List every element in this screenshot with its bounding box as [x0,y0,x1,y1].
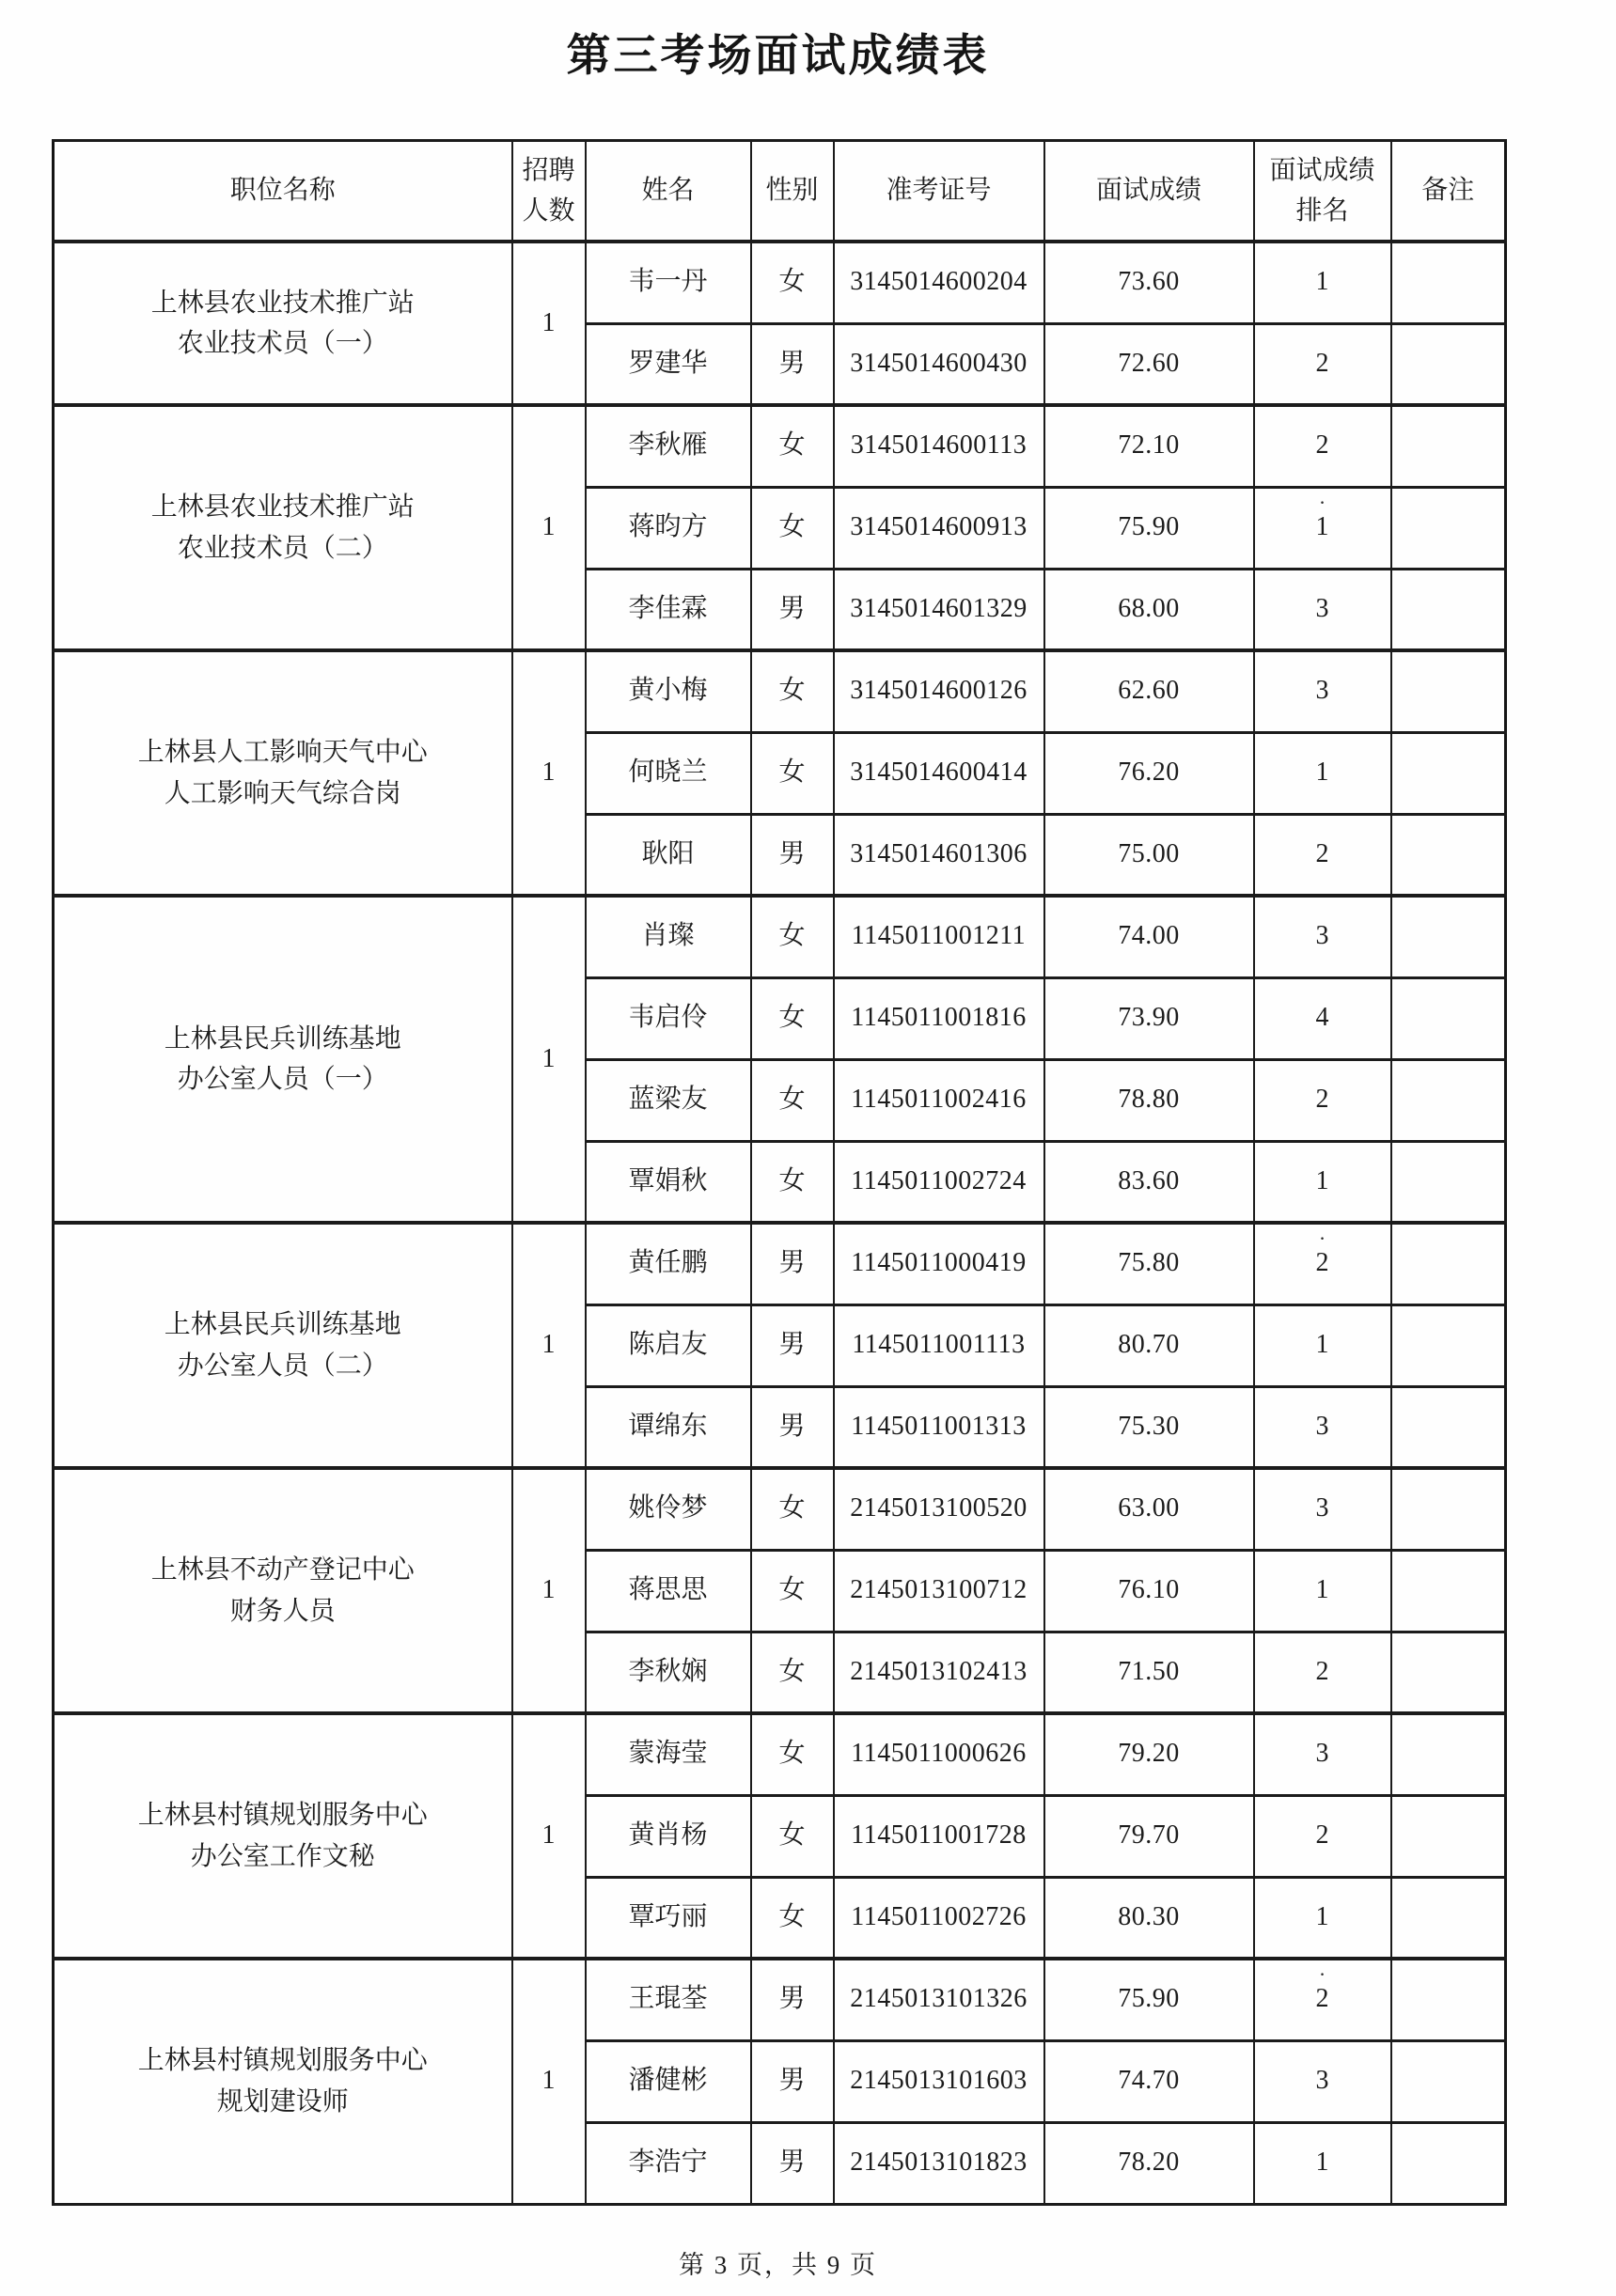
cell-interview-score: 80.70 [1044,1304,1254,1386]
rank-value: 2 [1315,838,1329,868]
cell-name: 蓝梁友 [586,1059,751,1141]
cell-gender: 男 [751,1223,834,1304]
cell-score-rank [1254,1795,1391,1877]
cell-name: 何晓兰 [586,732,751,814]
cell-recruit-count: 1 [512,896,586,1223]
cell-score-rank [1254,1550,1391,1632]
cell-position-title [54,1959,512,2204]
cell-exam-number: 2145013101326 [834,1959,1044,2040]
cell-gender: 女 [751,977,834,1059]
rank-scan-dot: · [1318,1962,1326,1986]
cell-gender: 男 [751,814,834,896]
page-number: 第 3 页，共 9 页 [679,2251,877,2279]
cell-gender: 女 [751,1141,834,1223]
cell-name: 李秋娴 [586,1632,751,1713]
rank-value: 3 [1315,593,1329,623]
cell-gender: 女 [751,896,834,977]
rank-scan-dot: · [1318,1226,1326,1250]
cell-exam-number: 1145011002724 [834,1141,1044,1223]
cell-exam-number: 1145011002726 [834,1877,1044,1959]
cell-score-rank [1254,977,1391,1059]
cell-remarks [1391,732,1506,814]
column-header-exam-number [834,141,1044,242]
cell-interview-score: 79.70 [1044,1795,1254,1877]
cell-remarks [1391,569,1506,650]
candidate-row [54,1713,1506,1795]
cell-exam-number: 2145013101603 [834,2040,1044,2122]
position-title-line: 上林县不动产登记中心 [150,1555,415,1585]
cell-interview-score: 71.50 [1044,1632,1254,1713]
cell-score-rank [1254,1059,1391,1141]
cell-recruit-count: 1 [512,405,586,650]
column-header-line: 姓名 [641,176,695,206]
cell-exam-number: 3145014600414 [834,732,1044,814]
cell-exam-number: 1145011001816 [834,977,1044,1059]
cell-remarks [1391,814,1506,896]
cell-interview-score: 75.90 [1044,1959,1254,2040]
cell-name: 李浩宁 [586,2122,751,2204]
cell-exam-number: 1145011001313 [834,1386,1044,1468]
cell-name: 王琨荃 [586,1959,751,2040]
rank-value: 3 [1315,1493,1329,1523]
rank-value: 1 [1315,1330,1329,1360]
cell-score-rank [1254,1223,1391,1304]
cell-remarks [1391,1550,1506,1632]
cell-interview-score: 74.70 [1044,2040,1254,2122]
cell-remarks [1391,405,1506,487]
rank-value: 1 [1315,1575,1329,1605]
cell-position-title [54,405,512,650]
position-title-line: 上林县民兵训练基地 [164,1310,401,1340]
cell-position-title [54,896,512,1223]
cell-recruit-count: 1 [512,1959,586,2204]
cell-exam-number: 1145011001113 [834,1304,1044,1386]
cell-gender: 女 [751,405,834,487]
cell-name: 李秋雁 [586,405,751,487]
rank-value: 2 [1315,1248,1329,1278]
interview-score-table [52,139,1507,2206]
cell-gender: 男 [751,1304,834,1386]
cell-gender: 男 [751,323,834,405]
cell-name: 谭绵东 [586,1386,751,1468]
column-header-position [54,141,512,242]
rank-value: 3 [1315,921,1329,951]
table-header [54,141,1506,242]
position-title-line: 办公室人员（一） [177,1065,388,1094]
cell-interview-score: 78.20 [1044,2122,1254,2204]
cell-exam-number: 1145011000626 [834,1713,1044,1795]
cell-score-rank [1254,1141,1391,1223]
cell-gender: 男 [751,1959,834,2040]
cell-remarks [1391,1632,1506,1713]
cell-position-title [54,1468,512,1713]
cell-score-rank [1254,1632,1391,1713]
rank-value: 1 [1315,758,1329,788]
cell-name: 黄肖杨 [586,1795,751,1877]
cell-score-rank [1254,814,1391,896]
cell-exam-number: 2145013100520 [834,1468,1044,1550]
cell-exam-number: 2145013100712 [834,1550,1044,1632]
position-title-line: 上林县村镇规划服务中心 [137,1801,428,1831]
cell-position-title [54,1223,512,1468]
position-title-line: 上林县农业技术推广站 [150,492,415,523]
rank-value: 2 [1315,430,1329,461]
cell-score-rank [1254,242,1391,323]
table-body [54,242,1506,2204]
cell-score-rank [1254,1386,1391,1468]
column-header-line: 面试成绩 [1095,176,1201,206]
candidate-row [54,896,1506,977]
column-header-line: 准考证号 [886,176,992,206]
position-title-line: 农业技术员（二） [177,533,388,563]
cell-name: 蒙海莹 [586,1713,751,1795]
cell-position-title [54,650,512,896]
column-header-line: 面试成绩 [1269,155,1375,185]
position-title-line: 上林县农业技术推广站 [150,288,415,318]
cell-position-title [54,1713,512,1959]
cell-remarks [1391,896,1506,977]
cell-score-rank [1254,487,1391,569]
column-header-line: 职位名称 [229,176,336,206]
cell-remarks [1391,1304,1506,1386]
cell-exam-number: 2145013102413 [834,1632,1044,1713]
header-row [54,141,1506,242]
cell-gender: 女 [751,1713,834,1795]
cell-score-rank [1254,1713,1391,1795]
position-title-line: 上林县人工影响天气中心 [137,738,428,768]
cell-recruit-count: 1 [512,1468,586,1713]
column-header-interview-score [1044,141,1254,242]
cell-interview-score: 83.60 [1044,1141,1254,1223]
cell-remarks [1391,1059,1506,1141]
cell-score-rank [1254,569,1391,650]
cell-gender: 女 [751,1795,834,1877]
cell-recruit-count: 1 [512,1223,586,1468]
rank-value: 1 [1315,2148,1329,2178]
cell-name: 耿阳 [586,814,751,896]
cell-interview-score: 68.00 [1044,569,1254,650]
rank-value: 2 [1315,1820,1329,1851]
cell-exam-number: 2145013101823 [834,2122,1044,2204]
rank-value: 3 [1315,2066,1329,2096]
cell-remarks [1391,1141,1506,1223]
cell-interview-score: 78.80 [1044,1059,1254,1141]
cell-interview-score: 72.10 [1044,405,1254,487]
cell-gender: 女 [751,1468,834,1550]
cell-interview-score: 63.00 [1044,1468,1254,1550]
cell-score-rank [1254,405,1391,487]
cell-name: 罗建华 [586,323,751,405]
candidate-row [54,242,1506,323]
column-header-score-rank [1254,141,1391,242]
rank-value: 1 [1315,1165,1329,1195]
column-header-line: 招聘 [522,155,575,185]
cell-gender: 女 [751,242,834,323]
rank-value: 2 [1315,1085,1329,1115]
cell-score-rank [1254,2122,1391,2204]
cell-exam-number: 3145014600913 [834,487,1044,569]
position-title-line: 上林县民兵训练基地 [164,1023,401,1054]
cell-interview-score: 79.20 [1044,1713,1254,1795]
cell-remarks [1391,2040,1506,2122]
cell-recruit-count: 1 [512,242,586,405]
cell-exam-number: 1145011000419 [834,1223,1044,1304]
rank-value: 4 [1315,1003,1329,1033]
cell-name: 李佳霖 [586,569,751,650]
cell-gender: 男 [751,1386,834,1468]
rank-value: 1 [1315,1901,1329,1931]
candidate-row [54,1223,1506,1304]
position-title-line: 财务人员 [229,1596,336,1626]
cell-interview-score: 73.60 [1044,242,1254,323]
cell-remarks [1391,1386,1506,1468]
cell-gender: 女 [751,650,834,732]
cell-score-rank [1254,1959,1391,2040]
column-header-line: 人数 [522,196,575,226]
candidate-row [54,405,1506,487]
cell-exam-number: 1145011002416 [834,1059,1044,1141]
cell-interview-score: 75.80 [1044,1223,1254,1304]
cell-interview-score: 75.30 [1044,1386,1254,1468]
rank-value: 1 [1315,267,1329,297]
cell-interview-score: 75.00 [1044,814,1254,896]
rank-value: 3 [1315,676,1329,706]
cell-name: 肖璨 [586,896,751,977]
rank-value: 3 [1315,1411,1329,1441]
position-title-line: 上林县村镇规划服务中心 [137,2046,428,2076]
column-header-name [586,141,751,242]
cell-interview-score: 80.30 [1044,1877,1254,1959]
cell-interview-score: 76.10 [1044,1550,1254,1632]
candidate-row [54,650,1506,732]
column-header-line: 排名 [1295,196,1349,226]
cell-exam-number: 3145014601329 [834,569,1044,650]
cell-remarks [1391,1713,1506,1795]
cell-remarks [1391,1223,1506,1304]
cell-score-rank [1254,650,1391,732]
cell-interview-score: 62.60 [1044,650,1254,732]
cell-remarks [1391,2122,1506,2204]
cell-score-rank [1254,1877,1391,1959]
rank-value: 2 [1315,348,1329,378]
cell-gender: 女 [751,1877,834,1959]
position-title-line: 办公室人员（二） [177,1351,388,1381]
cell-remarks [1391,1468,1506,1550]
rank-value: 1 [1315,512,1329,542]
cell-interview-score: 75.90 [1044,487,1254,569]
cell-name: 蒋思思 [586,1550,751,1632]
cell-recruit-count: 1 [512,1713,586,1959]
cell-score-rank [1254,1304,1391,1386]
cell-exam-number: 3145014600126 [834,650,1044,732]
column-header-remarks [1391,141,1506,242]
cell-score-rank [1254,323,1391,405]
cell-gender: 男 [751,2122,834,2204]
cell-interview-score: 73.90 [1044,977,1254,1059]
cell-gender: 女 [751,732,834,814]
position-title-line: 农业技术员（一） [177,329,388,358]
cell-name: 韦一丹 [586,242,751,323]
column-header-line: 备注 [1421,176,1475,206]
cell-remarks [1391,1877,1506,1959]
cell-gender: 女 [751,487,834,569]
cell-score-rank [1254,732,1391,814]
cell-remarks [1391,650,1506,732]
cell-gender: 女 [751,1632,834,1713]
position-title-line: 人工影响天气综合岗 [164,778,401,808]
cell-exam-number: 3145014600204 [834,242,1044,323]
cell-name: 黄任鹏 [586,1223,751,1304]
cell-score-rank [1254,2040,1391,2122]
cell-gender: 女 [751,1059,834,1141]
candidate-row [54,1468,1506,1550]
cell-name: 姚伶梦 [586,1468,751,1550]
rank-value: 2 [1315,1984,1329,2014]
cell-gender: 男 [751,2040,834,2122]
candidate-row [54,1959,1506,2040]
cell-interview-score: 74.00 [1044,896,1254,977]
rank-value: 2 [1315,1656,1329,1686]
cell-score-rank [1254,1468,1391,1550]
cell-exam-number: 1145011001728 [834,1795,1044,1877]
column-header-recruit-count [512,141,586,242]
cell-name: 潘健彬 [586,2040,751,2122]
cell-remarks [1391,1795,1506,1877]
cell-remarks [1391,977,1506,1059]
cell-exam-number: 1145011001211 [834,896,1044,977]
cell-score-rank [1254,896,1391,977]
cell-name: 韦启伶 [586,977,751,1059]
cell-remarks [1391,487,1506,569]
cell-exam-number: 3145014600113 [834,405,1044,487]
position-title-line: 规划建设师 [216,2086,349,2116]
cell-name: 陈启友 [586,1304,751,1386]
cell-interview-score: 72.60 [1044,323,1254,405]
position-title-line: 办公室工作文秘 [190,1841,375,1871]
cell-remarks [1391,1959,1506,2040]
cell-remarks [1391,242,1506,323]
cell-recruit-count: 1 [512,650,586,896]
cell-name: 黄小梅 [586,650,751,732]
cell-exam-number: 3145014600430 [834,323,1044,405]
column-header-gender [751,141,834,242]
page-title: 第三考场面试成绩表 [566,32,990,81]
cell-name: 覃娟秋 [586,1141,751,1223]
cell-remarks [1391,323,1506,405]
cell-gender: 男 [751,569,834,650]
cell-position-title [54,242,512,405]
cell-name: 覃巧丽 [586,1877,751,1959]
rank-scan-dot: · [1318,490,1326,514]
cell-exam-number: 3145014601306 [834,814,1044,896]
cell-gender: 女 [751,1550,834,1632]
cell-name: 蒋昀方 [586,487,751,569]
rank-value: 3 [1315,1739,1329,1769]
column-header-line: 性别 [765,176,819,206]
cell-interview-score: 76.20 [1044,732,1254,814]
